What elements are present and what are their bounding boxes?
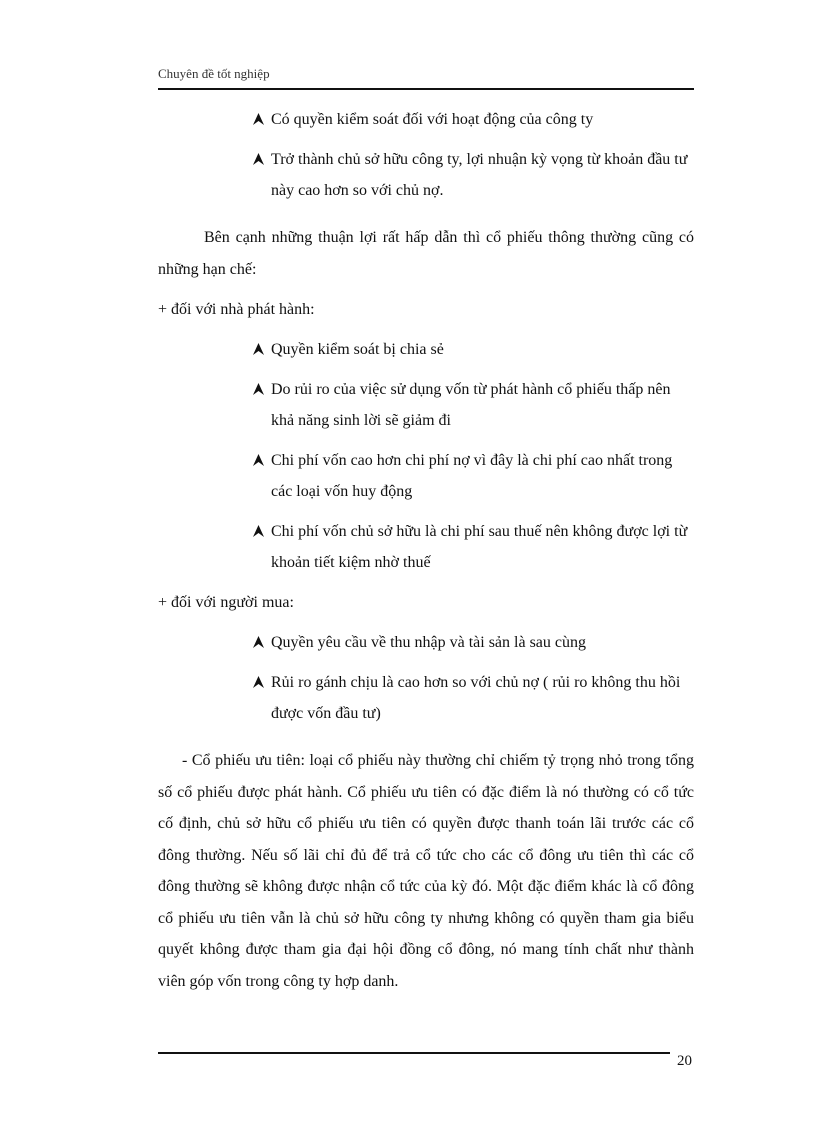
bullet-item xyxy=(158,627,694,658)
bullet-text: Quyền yêu cầu về thu nhập và tài sản là sau cùng xyxy=(271,634,587,651)
caret-up-bullet-icon xyxy=(253,454,264,466)
caret-up-bullet-icon xyxy=(253,383,264,395)
intro-paragraph: Bên cạnh những thuận lợi rất hấp dẫn thì cổ phiếu thông thường cũng có những hạn chế: xyxy=(158,229,694,278)
bullet-text: Rủi ro gánh chịu là cao hơn so với chủ nợ ( rủi ro không thu hồi được vốn đầu tư) xyxy=(271,674,681,722)
bullet-item xyxy=(158,445,694,507)
bullet-item xyxy=(158,104,694,135)
bullet-item xyxy=(158,144,694,206)
bullet-text: Có quyền kiểm soát đối với hoạt động của công ty xyxy=(271,111,594,128)
caret-up-bullet-icon xyxy=(253,113,264,125)
page-number: 20 xyxy=(677,1053,692,1069)
preferred-stock-paragraph: - Cổ phiếu ưu tiên: loại cổ phiếu này thường chỉ chiếm tỷ trọng nhỏ trong tổng số cổ phiếu được phát hành. Cổ phiếu ưu tiên có đặc điểm là nó thường có cổ tức cố định, chủ sở hữu cổ phiếu ưu tiên có quyền được thanh toán lãi trước các cổ đông thường. Nếu số lãi chỉ đủ để trả cổ tức cho các cổ đông ưu tiên thì các cổ đông thường sẽ không được nhận cổ tức của kỳ đó. Một đặc điểm khác là cổ đông cổ phiếu ưu tiên vẫn là chủ sở hữu công ty nhưng không có quyền tham gia biểu quyết không được tham gia đại hội đồng cổ đông, nó mang tính chất như thành viên góp vốn trong công ty hợp danh. xyxy=(158,752,694,990)
caret-up-bullet-icon xyxy=(253,676,264,688)
bullet-item xyxy=(158,374,694,436)
caret-up-bullet-icon xyxy=(253,153,264,165)
bullet-item xyxy=(158,334,694,365)
caret-up-bullet-icon xyxy=(253,636,264,648)
document-body xyxy=(158,104,694,1006)
page-header xyxy=(158,62,694,90)
footer-rule xyxy=(158,1052,670,1054)
issuer-heading: + đối với nhà phát hành: xyxy=(158,301,315,318)
bullet-item xyxy=(158,516,694,578)
header-title: Chuyên đề tốt nghiệp xyxy=(158,66,270,81)
bullet-item xyxy=(158,667,694,729)
bullet-text: Trở thành chủ sở hữu công ty, lợi nhuận kỳ vọng từ khoản đầu tư này cao hơn so với chủ nợ. xyxy=(271,151,688,199)
bullet-text: Chi phí vốn chủ sở hữu là chi phí sau thuế nên không được lợi từ khoản tiết kiệm nhờ thuế xyxy=(271,523,688,571)
caret-up-bullet-icon xyxy=(253,343,264,355)
buyer-heading: + đối với người mua: xyxy=(158,594,294,611)
bullet-text: Quyền kiểm soát bị chia sẻ xyxy=(271,341,444,358)
caret-up-bullet-icon xyxy=(253,525,264,537)
bullet-text: Chi phí vốn cao hơn chi phí nợ vì đây là chi phí cao nhất trong các loại vốn huy động xyxy=(271,452,673,500)
bullet-text: Do rủi ro của việc sử dụng vốn từ phát hành cổ phiếu thấp nên khả năng sinh lời sẽ giảm đi xyxy=(271,381,671,429)
